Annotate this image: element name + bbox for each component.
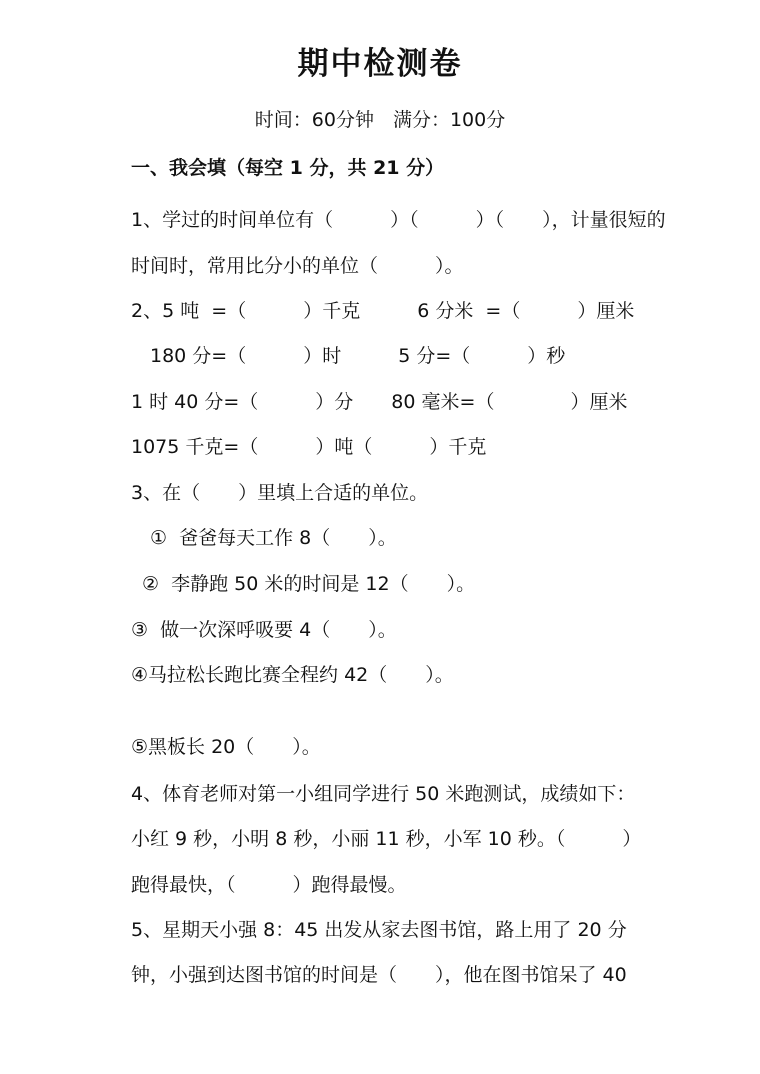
exam-time-and-score: 时间：60分钟 满分：100分	[254, 109, 506, 131]
question-5-line-1: 5、星期天小强 8：45 出发从家去图书馆，路上用了 20 分	[131, 919, 627, 941]
question-2-line-1: 2、5 吨 =（ ）千克 6 分米 =（ ）厘米	[131, 300, 635, 322]
question-4-line-3: 跑得最快，（ ）跑得最慢。	[131, 874, 407, 896]
question-3-item-2: ② 李静跑 50 米的时间是 12（ ）。	[142, 573, 476, 595]
question-2-line-3: 1 时 40 分=（ ）分 80 毫米=（ ）厘米	[131, 391, 628, 413]
question-5-line-2: 钟，小强到达图书馆的时间是（ ），他在图书馆呆了 40	[131, 964, 627, 986]
section-heading: 一、我会填（每空 1 分，共 21 分）	[131, 157, 445, 179]
question-3-prompt: 3、在（ ）里填上合适的单位。	[131, 482, 429, 504]
question-1-line-1: 1、学过的时间单位有（ ）（ ）（ ），计量很短的	[131, 209, 666, 231]
question-2-line-2: 180 分=（ ）时 5 分=（ ）秒	[150, 345, 566, 367]
question-4-line-1: 4、体育老师对第一小组同学进行 50 米跑测试，成绩如下：	[131, 783, 636, 805]
question-3-item-3: ③ 做一次深呼吸要 4（ ）。	[131, 619, 397, 641]
page-title: 期中检测卷	[297, 46, 463, 82]
question-3-item-1: ① 爸爸每天工作 8（ ）。	[150, 527, 397, 549]
question-2-line-4: 1075 千克=（ ）吨（ ）千克	[131, 436, 487, 458]
question-1-line-2: 时间时，常用比分小的单位（ ）。	[131, 255, 464, 277]
question-3-item-4: ④马拉松长跑比赛全程约 42（ ）。	[131, 664, 454, 686]
question-4-line-2: 小红 9 秒，小明 8 秒，小丽 11 秒，小军 10 秒。（ ）	[131, 828, 642, 850]
question-3-item-5: ⑤黑板长 20（ ）。	[131, 736, 321, 758]
